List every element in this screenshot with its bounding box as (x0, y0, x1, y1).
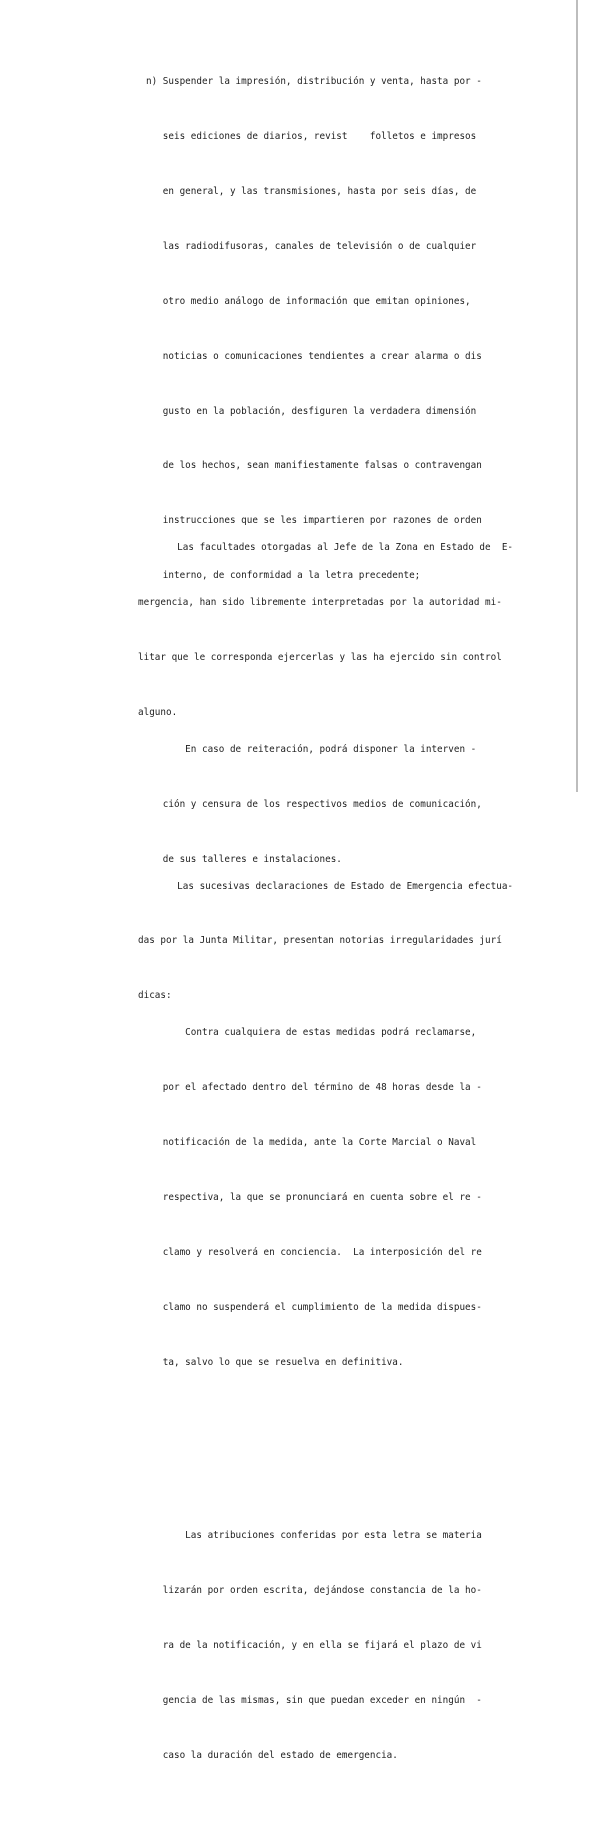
text-line: das por la Junta Militar, presentan notorias irregularidades jurí (138, 935, 502, 947)
main-text-block (138, 466, 513, 1079)
text-line: en general, y las transmisiones, hasta por seis días, de (146, 185, 477, 197)
paragraph-main-1 (138, 503, 513, 759)
text-line: clamo no suspenderá el cumplimiento de la medida dispues- (146, 1301, 482, 1313)
text-line: respectiva, la que se pronunciará en cuenta sobre el re - (146, 1192, 482, 1203)
text-line: notificación de la medida, ante la Corte Marcial o Naval (146, 1137, 477, 1149)
text-line: Contra cualquiera de estas medidas podrá reclamarse, (146, 1027, 477, 1039)
text-line: seis ediciones de diarios, revist folletos e impresos (146, 131, 477, 143)
text-line: gencia de las mismas, sin que puedan exceder en ningún - (146, 1695, 482, 1707)
text-line: Las sucesivas declaraciones de Estado de Emergencia efectua- (138, 880, 514, 892)
text-line: otro medio análogo de información que emitan opiniones, (146, 295, 471, 307)
text-line: Las facultades otorgadas al Jefe de la Zona en Estado de E- (138, 542, 514, 554)
text-line: noticias o comunicaciones tendientes a crear alarma o dis (146, 350, 482, 362)
text-line: ra de la notificación, y en ella se fijará el plazo de vi (146, 1640, 482, 1652)
text-line: n) Suspender la impresión, distribución y venta, hasta por - (146, 76, 482, 88)
text-line: de los hechos, sean manifiestamente falsas o contravengan (146, 460, 482, 472)
text-line: clamo y resolverá en conciencia. La interposición del re (146, 1246, 482, 1258)
text-line: En caso de reiteración, podrá disponer la interven - (146, 743, 477, 755)
text-line: interno, de conformidad a la letra precedente; (146, 570, 421, 582)
text-line: ción y censura de los respectivos medios de comunicación, (146, 798, 482, 810)
text-line: ta, salvo lo que se resuelva en definitiva. (146, 1356, 404, 1368)
text-line: alguno. (138, 706, 178, 718)
text-line: Las atribuciones conferidas por esta letra se materia (146, 1530, 482, 1542)
text-line: de sus talleres e instalaciones. (146, 853, 342, 865)
text-line: lizarán por orden escrita, dejándose constancia de la ho- (146, 1585, 482, 1597)
text-line: dicas: (138, 990, 172, 1002)
text-line: instrucciones que se les impartieren por razones de orden (146, 515, 482, 527)
text-line: mergencia, han sido libremente interpretadas por la autoridad mi- (138, 597, 502, 609)
text-line: caso la duración del estado de emergencia. (146, 1749, 398, 1761)
paragraph-main-2 (138, 841, 513, 1042)
text-line: las radiodifusoras, canales de televisión o de cualquier (146, 240, 477, 252)
text-line: gusto en la población, desfiguren la verdadera dimensión (146, 405, 477, 417)
paragraph-n-4 (146, 1491, 482, 1802)
text-line: por el afectado dentro del término de 48 horas desde la - (146, 1082, 482, 1094)
text-line: litar que le corresponda ejercerlas y las ha ejercido sin control (138, 651, 502, 663)
